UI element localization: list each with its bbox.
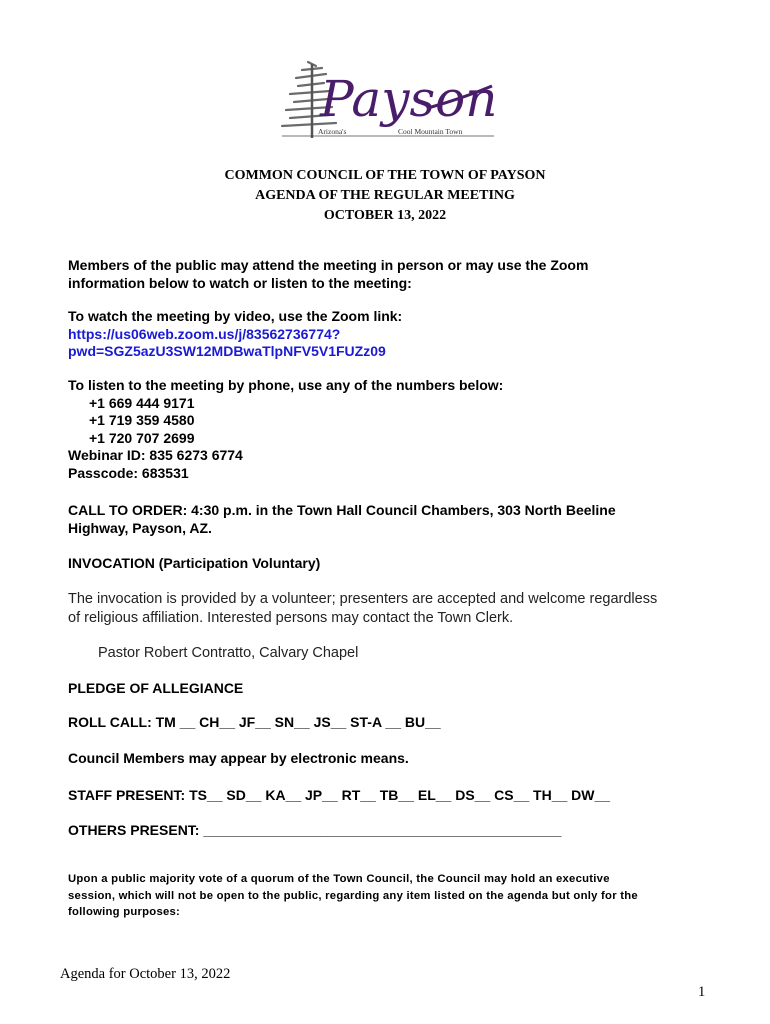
phone-label: To listen to the meeting by phone, use any of the numbers below: — [68, 377, 504, 393]
pine-tree-icon — [278, 56, 498, 148]
phone-number: +1 720 707 2699 — [89, 429, 195, 446]
svg-text:Cool Mountain Town: Cool Mountain Town — [398, 127, 463, 136]
call-to-order: CALL TO ORDER: 4:30 p.m. in the Town Hall Council Chambers, 303 North Beeline Highway, Payson, AZ. — [68, 502, 616, 536]
council-title: COMMON COUNCIL OF THE TOWN OF PAYSON — [224, 168, 546, 183]
zoom-link[interactable]: https://us06web.zoom.us/j/83562736774? — [68, 325, 341, 342]
public-attendance-notice: Members of the public may attend the meeting in person or may use the Zoom information below to watch or listen to the meeting: — [68, 257, 589, 291]
agenda-header — [0, 166, 770, 226]
pledge-heading: PLEDGE OF ALLEGIANCE — [68, 680, 244, 696]
svg-text:Payson: Payson — [320, 70, 498, 128]
phone-number: +1 719 359 4580 — [89, 412, 195, 428]
page-footer: Agenda for October 13, 2022 — [60, 966, 231, 982]
agenda-title: AGENDA OF THE REGULAR MEETING — [255, 188, 515, 203]
webinar-id: Webinar ID: 835 6273 6774 — [68, 447, 243, 463]
video-label: To watch the meeting by video, use the Zoom link: — [68, 308, 403, 324]
video-section — [68, 308, 708, 361]
staff-present: STAFF PRESENT: TS__ SD__ KA__ JP__ RT__ TB__ EL__ DS__ CS__ TH__ DW__ — [68, 787, 611, 803]
electronic-notice: Council Members may appear by electronic means. — [68, 750, 409, 766]
invocation-presenter: Pastor Robert Contratto, Calvary Chapel — [98, 645, 359, 661]
executive-session-notice: Upon a public majority vote of a quorum of the Town Council, the Council may hold an executive session, which will not be open to the public, regarding any item listed on the agenda but only for the following purposes: — [68, 873, 638, 918]
meeting-date: OCTOBER 13, 2022 — [323, 208, 447, 223]
payson-logo — [278, 56, 498, 148]
page-number: 1 — [698, 984, 706, 1000]
invocation-text: The invocation is provided by a volunteer; presenters are accepted and welcome regardless of religious affiliation. Interested persons may contact the Town Clerk. — [68, 591, 658, 626]
roll-call: ROLL CALL: TM __ CH__ JF__ SN__ JS__ ST-A __ BU__ — [68, 714, 441, 730]
invocation-heading: INVOCATION (Participation Voluntary) — [68, 555, 321, 571]
zoom-link-continued[interactable]: pwd=SGZ5azU3SW12MDBwaTlpNFV5V1FUZz09 — [68, 343, 386, 359]
passcode: Passcode: 683531 — [68, 464, 189, 481]
others-present: OTHERS PRESENT: ______________________________________________ — [68, 822, 562, 838]
phone-section — [68, 377, 708, 482]
svg-text:Arizona's: Arizona's — [318, 127, 347, 136]
phone-number: +1 669 444 9171 — [89, 394, 195, 411]
